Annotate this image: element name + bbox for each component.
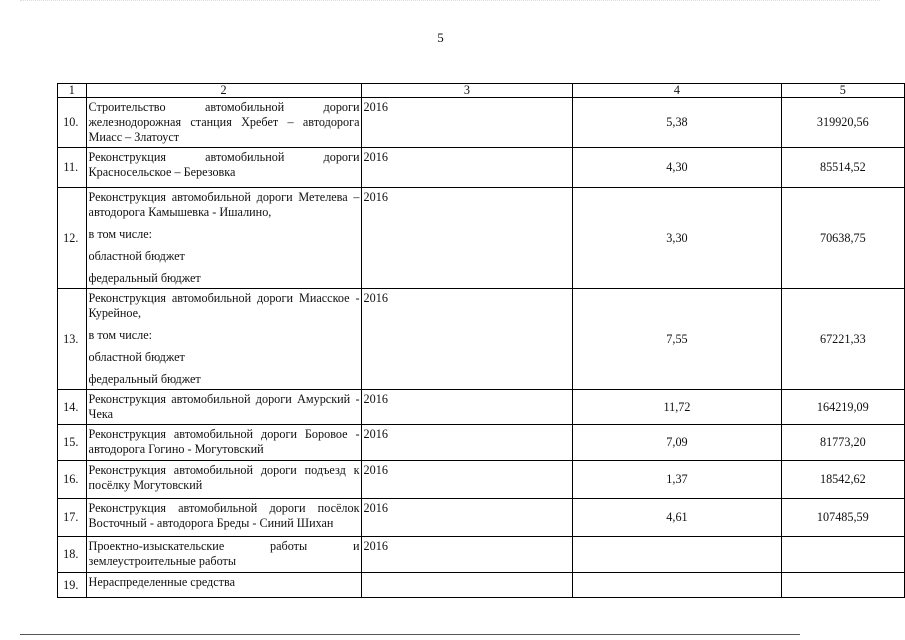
object-name-text: Реконструкция автомобильной дороги Амурский - Чека <box>88 392 360 421</box>
funding-source-line: в том числе: <box>88 328 153 342</box>
row-length: 11,72 <box>573 390 781 425</box>
row-length: 7,09 <box>573 425 781 461</box>
row-object-name <box>86 499 361 537</box>
table-row <box>58 573 905 598</box>
row-sum: 107485,59 <box>781 499 904 537</box>
table-row <box>58 461 905 499</box>
table-row <box>58 499 905 537</box>
table-row <box>58 425 905 461</box>
row-year: 2016 <box>361 98 573 148</box>
header-col-4: 4 <box>573 84 781 98</box>
funding-source-line: областной бюджет <box>88 350 185 364</box>
row-length: 4,61 <box>573 499 781 537</box>
row-object-name <box>86 425 361 461</box>
roads-budget-table <box>57 83 905 598</box>
row-sum: 67221,33 <box>781 289 904 390</box>
header-col-2: 2 <box>86 84 361 98</box>
object-name-text: Реконструкция автомобильной дороги посёлок Восточный - автодорога Бреды - Синий Шихан <box>88 501 360 530</box>
object-name-text: Реконструкция автомобильной дороги Метелева – автодорога Камышевка - Ишалино, <box>88 190 360 219</box>
header-col-5: 5 <box>781 84 904 98</box>
object-name-text: Реконструкция автомобильной дороги Красносельское – Березовка <box>88 150 360 179</box>
row-object-name <box>86 573 361 598</box>
row-object-name <box>86 289 361 390</box>
object-name-text: Реконструкция автомобильной дороги Миасское - Курейное, <box>88 291 360 320</box>
row-sum: 164219,09 <box>781 390 904 425</box>
row-length: 7,55 <box>573 289 781 390</box>
row-number: 18. <box>58 537 87 573</box>
row-year: 2016 <box>361 289 573 390</box>
row-year: 2016 <box>361 537 573 573</box>
row-year: 2016 <box>361 390 573 425</box>
row-object-name <box>86 148 361 188</box>
table-row <box>58 390 905 425</box>
row-sum: 85514,52 <box>781 148 904 188</box>
object-name-text: Строительство автомобильной дороги железнодорожная станция Хребет – автодорога Миасс – Златоуст <box>88 100 360 144</box>
row-length: 5,38 <box>573 98 781 148</box>
funding-source-line: в том числе: <box>88 227 153 241</box>
object-name-text: Проектно-изыскательские работы и землеустроительные работы <box>88 539 360 568</box>
scan-artifacts <box>20 0 880 9</box>
row-number: 16. <box>58 461 87 499</box>
row-number: 17. <box>58 499 87 537</box>
page-number: 5 <box>437 30 444 45</box>
row-number: 19. <box>58 573 87 598</box>
row-year: 2016 <box>361 148 573 188</box>
funding-source-line: федеральный бюджет <box>88 372 201 386</box>
row-object-name <box>86 537 361 573</box>
object-name-text: Нераспределенные средства <box>88 575 236 589</box>
row-sum: 81773,20 <box>781 425 904 461</box>
row-year <box>361 573 573 598</box>
row-length <box>573 537 781 573</box>
header-col-3: 3 <box>361 84 573 98</box>
row-year: 2016 <box>361 461 573 499</box>
row-object-name <box>86 98 361 148</box>
object-name-text: Реконструкция автомобильной дороги Боровое - автодорога Гогино - Могутовский <box>88 427 360 456</box>
row-sum: 319920,56 <box>781 98 904 148</box>
table-header-row <box>58 84 905 98</box>
row-length: 1,37 <box>573 461 781 499</box>
bottom-rule <box>20 634 800 635</box>
row-number: 15. <box>58 425 87 461</box>
row-year: 2016 <box>361 499 573 537</box>
row-number: 13. <box>58 289 87 390</box>
row-year: 2016 <box>361 188 573 289</box>
table-row <box>58 188 905 289</box>
row-object-name <box>86 461 361 499</box>
row-sum <box>781 573 904 598</box>
row-year: 2016 <box>361 425 573 461</box>
row-number: 10. <box>58 98 87 148</box>
funding-source-line: федеральный бюджет <box>88 271 201 285</box>
row-length <box>573 573 781 598</box>
row-length: 3,30 <box>573 188 781 289</box>
table-row <box>58 537 905 573</box>
row-object-name <box>86 390 361 425</box>
table-row <box>58 148 905 188</box>
row-sum: 70638,75 <box>781 188 904 289</box>
row-number: 14. <box>58 390 87 425</box>
object-name-text: Реконструкция автомобильной дороги подъезд к посёлку Могутовский <box>88 463 360 492</box>
row-sum <box>781 537 904 573</box>
table-body <box>58 84 905 598</box>
header-col-1: 1 <box>58 84 87 98</box>
table-row <box>58 289 905 390</box>
row-length: 4,30 <box>573 148 781 188</box>
row-number: 12. <box>58 188 87 289</box>
row-sum: 18542,62 <box>781 461 904 499</box>
table-row <box>58 98 905 148</box>
funding-source-line: областной бюджет <box>88 249 185 263</box>
row-object-name <box>86 188 361 289</box>
row-number: 11. <box>58 148 87 188</box>
